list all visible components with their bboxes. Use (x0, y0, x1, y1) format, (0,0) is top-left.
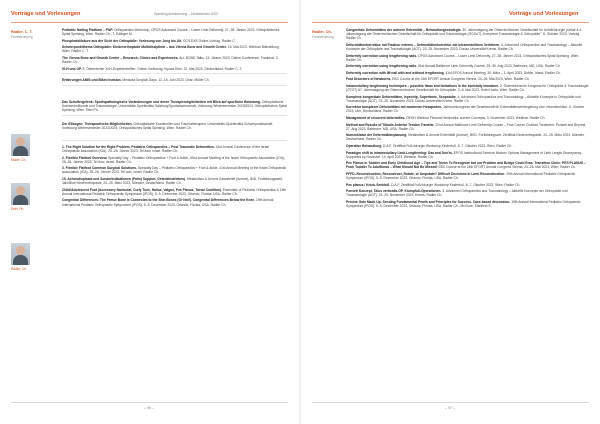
list-item: Deformitätenkorrektur mit Fixateur externe – Deformitätenkorrektur mit intramedullären Verfahren. 4. Advanced Orthopaedics and Traumatology – Aktuelle Konzepte der Orthopädie und Traumatologie (AOT). 23.-25. November 2023, Donau-Universität Krems. Radler Ch. (346, 42, 583, 52)
portrait-caption: Müller, Ch. (11, 158, 27, 162)
divider (62, 85, 287, 86)
right-header-rule (312, 22, 589, 23)
list-item: Komplexe kongenitale Deformitäten, Ispectrip, Superbone, Scopotube. 4. Advanced Orthopaedics and Traumatology – Aktuelle Konzepte in Orthopädie und Traumatologie (AOT). 23.-25. November 2023, Donau-Universität Krems. Radler Ch. (346, 94, 581, 103)
list-item: Pediatric Nailing Platform – PNP. Orthopaedics Workshop, OPGS Advanced Course – Lower Limb Deformity, 27.-28. Jänner 2023. Orthopädisches Spital Speising, Wien. Radler Ch., T. Edlinger M. (62, 28, 280, 37)
left-page-header-title: Vorträge und Vorlesungen (11, 11, 81, 17)
left-sidebar-name (11, 30, 33, 39)
list-item: 2. Flexible Flatfoot Overview. Specialty Day – Pediatric Orthopaedics + Foot & Ankle, 42nd Annual Meeting of the Israel Orthopaedic Association (IOA), 25.-26. Jänner 2023, Tel Aviv, Israel. Radler Ch. (62, 155, 286, 164)
list-item: Korrektur komplexer Deformitäten mit modernen Hexapoden. Jahrbuchkongress der Gesellschaft für Extremitätenverlängerung und -rekonstruktion. 6. Oktober 2023, Ulm, Deutschland. Radler Ch. (346, 105, 585, 114)
list-item: Erfahrungen AMIS und Bikini Inzision. Medacta Surgical Days, 12.-16. Juni 2023, Graz. Müller Ch. (62, 78, 210, 83)
page-number: – 97 – (445, 406, 455, 410)
list-item: Paradigm shift to Intramedullary Limb Lengthening: Das and Don'ts. EPOS Instructional Seminar Modern Options Management of Limb Length Discrepancy. Supported by Nuvasive. 14. April 2023, Webinar. Radler Ch. (346, 150, 582, 159)
list-item: Intramedullary lengthening techniques – possible flaws and limitations in the skeletally immature. 2. Österreichische Kongress für Orthopädie & Traumatologie (ÖTOT) 67. Jahrestagung der Österreichischen Gesellschaft für Orthopädie. 3.-6. Mai 2023, Hotel Hokla, Wien. Radler Ch. (346, 83, 589, 93)
right-entries-list (346, 28, 589, 211)
portrait-caption: Ertel, Ph. (11, 207, 25, 211)
right-page (301, 0, 600, 424)
left-footer-rule (11, 402, 288, 403)
left-entries-list (62, 28, 287, 209)
divider (62, 140, 287, 141)
list-item: Phosphatidilsäure aus der Sicht der Orthopädie: Vorlesung von Jung bis Alt. OCS-EAS Online-Vortrag. Radler C. (62, 38, 236, 43)
list-item: Deformity correction with IM nail with and without lengthening. 41st EPOS Annual Meeting, 30. März – 1. April 2023, Dublin, Irland. Radler Ch. (346, 70, 561, 75)
list-item: Operative Behandlung. D.A.F. Zertifikat Fußchirurgie Workshop Kinderfuß, 6.-7. Oktober 2023, Wien. Radler Ch. (346, 143, 513, 148)
left-page-header-subtitle: Spending Anerkennung – Jahresbericht 2023 (154, 12, 218, 16)
list-item: Precise Gain Made Up: Sending Fundamental Pearls and Principles for Success. Case-based discussion. 19th Annual International Pediatric Orthopaedic Symposium (IPOS), 5.-9. Dezember 2023, Orlando, Florida, USA. Radler Ch., McClure, Stanfield S. (346, 199, 581, 209)
list-item: Foot Disorders of Newborns. EBC Course at the 24th EFORT Annual Congress Vienna, 24.-26. Mai 2023, Wien. Radler Ch. (346, 77, 530, 82)
divider (62, 73, 287, 74)
list-item: Child/Adolescent Foot (Accessory Navicular, Curly Toes, Hallux, Valgus, Pes Planus, Tarsal Coalition). Essentials of Pediatric Orthopaedics & 15th Annual International Pediatric Orthopaedic Symposium (IPOS), 5.-9. Dezember 2023, Orlando, Florida, USA. Radler Ch. (62, 187, 287, 196)
portrait-caption: Radler, Ch. (11, 267, 27, 271)
left-sidebar-name-text: Radler, C. T. (11, 30, 33, 34)
page-number: – 96 – (144, 406, 154, 410)
list-item: Congenitale Deformitäten der unteren Extremität – Behandlungsstrategie. 30. Jahrestagung der Österreichischen Gesellschaft für Unfallchirurgie (Unfall & 4. Jahrestagung der Österreichischen Gesellschaft für Orthopädie und Traumatologie (ÖGOuT) „Komplexe Traumatologie & Orthopädie". 6. Oktober 2023. Vortrag. Radler Ch. (346, 28, 583, 41)
list-item: Congenital Differences: The Femur Bone is Connected to the Shin Bones (Or Not!). Congenital Differences Below the Knee. 19th Annual International Pediatric Orthopaedic Symposium (IPOS), 5.-9. Dezember 2023, Orlando, Florida, USA. Radler Ch. (62, 198, 274, 207)
list-item: Der Ellbogen: Therapeutische Möglichkeiten. Orthopädische Krankheiten und Traumatherapien. Universitäts-Sportinstitut Schwerpunktschaft, Vorlesung Wintersemester 2023/2024, Orthopädisches Spital Speising, Wien. Radler Ch. (62, 121, 273, 130)
left-page (0, 0, 299, 424)
list-item: Nomenklatur der Deformitätenplanung. Metabolism & Unions Extremität (Actove), BKD, Fortbildungszel, Zertifikat Kinderorthopädie, 24.-25. März 2023, Münster, Deutschland. Radler Ch. (346, 133, 585, 142)
list-item: Deformity correction using lengthening nails. OPGS Advanced Course – Lower Limb Deformity, 27.-28. Jänner 2023, Orthopädisches Spital Speising, Wien. Radler Ch. (346, 53, 580, 62)
list-item: Deformity correction using lengthening nails. 31st Annual Baltimore Limb Deformity Course, 29.-30. Aug 2023, Baltimore, MD, USA. Radler Ch. (346, 64, 561, 69)
list-item: 1. The Right Solution for the Right Problem, Pediatric Orthopaedics – Post Traumatic Deformities. 41st Annual Conference of the Israel Orthopaedic Association (IOA), 25.-26. Jänner 2023, Tel Aviv, Israel. Radler Ch. (62, 144, 270, 154)
right-sidebar-name-sub: Frontsteuerung (312, 34, 334, 39)
left-sidebar-name-sub: Frontsteuerung (11, 34, 33, 39)
list-item: Method and Results of Tibialis Anterior Tendon Transfer. 22nd Annual Baltimore Limb Deformity Course – Foot Course Clubfoot Treatment: Ponseti and Beyond, 27. Aug 2023, Baltimore, MD, USA. Radler Ch. (346, 122, 587, 131)
list-item: Management of recurrent deformities. OEGH Webinar Flexural Hemimelia: current Concepts, 3. November 2023, Webinar. Radler Ch. (346, 116, 546, 121)
list-item: Pes Planus in Toddler and Early Childhood Age – Tips and Tricks To Recognize but our Problem and Bridge Covid Eras. Transition Clinic: PES PLANUS – From Toddler To Adulthood – What Should Not Be Missed! EBC Course at the 24th EFORT Annual Congress Vienna, 24.-26. Mai 2023, Wien. Radler Ch. (346, 161, 586, 170)
list-item: PFFD–Reconstruction, Reconstruct, Rotate, or Amputate? Difficult Decisions in Limb Reconstruction. 19th Annual International Pediatric Orthopaedic Symposium (IPOS), 5.-9. Dezember 2023, Orlando, Florida, USA. Radler Ch. (346, 171, 576, 181)
list-item: Das Schultergelenk: Sportspathologische Veränderungen und deren Therapiemöglichkeiten mit Blick auf sportliche Belastung. Orthopädische Krankenheilkunde und Traumatologie, Universitäts-Sportinstitut Salzburg/Sportwissenschaft, Vorlesung Wintersemester 2023/2024. Orthopädisches Spital Speising, Wien. Ertel Ph. (62, 99, 287, 113)
right-sidebar-name-text: Radler, Ch. (312, 30, 332, 34)
list-item: The Vienna Bone and Growth Center – Research, Clinics and Experiences. ALL BOND Talks. 13. Jänner 2023. Online-Conference. Frankfurt. C. Radler Ch. (62, 55, 280, 65)
right-page-header-title: Vorträge und Vorlesungen (509, 11, 579, 17)
list-item: Pes planus / Knick-Senkfuß. D.A.F. Zertifikat Fußchirurgie Workshop Kinderfuß, 6.-7. Oktober 2023, Wien. Radler Ch. (346, 182, 521, 187)
divider (62, 115, 287, 116)
list-item: 10. Achondroplasia und Sonderindikationen (Palm) Support, Gelenkinstrieben). Metabolism & Unions Kasvatellet (Actove), 8xD, Fortbildungswelt, Jain/Blue Kinderorthopädie, 24.-25. März 2023, Münster, Deutschland. Radler Ch. (62, 177, 283, 186)
portrait-photo (11, 183, 30, 205)
portrait-photo (11, 243, 30, 265)
right-sidebar-name (312, 30, 334, 39)
portrait-photo (11, 134, 30, 156)
list-item: 3. Flexible Flatfoot Common Surgical Solutions. Specialty Day – Pediatric Orthopaedics + Foot & Ankle. 41st Annual Meeting of the Israel Orthopaedic Association (IOA), 25.-26. Jänner 2023, Tel Aviv, Israel. Radler Ch. (62, 166, 287, 175)
list-item: Ponseti Konzept, Talus verticalis-OP, Klumpfuß-Operationen. 4. Advanced Orthopaedics and Traumatology – Aktuelle Konzepte der Orthopädie und Traumatologie (AOT). 23.-25. November 2023, Krems. Radler Ch. (346, 189, 568, 198)
list-item: Schwerpunktthema Orthopädie: Kinderorthopädie Multidisziplinär – das Vienna Bone and Growth Center. 15. Mai 2023. Webinar Bildstellung, Wien. Radler C. T. (62, 45, 280, 54)
right-footer-rule (312, 402, 589, 403)
list-item: XLH und OP. 6. Österreicher XLH-Expertentreffen. Online-Vorlesung, Kyowa Kirin. 22. Mai 2023, Deutschland. Radler C. T. (62, 66, 242, 71)
left-header-rule (11, 22, 288, 23)
